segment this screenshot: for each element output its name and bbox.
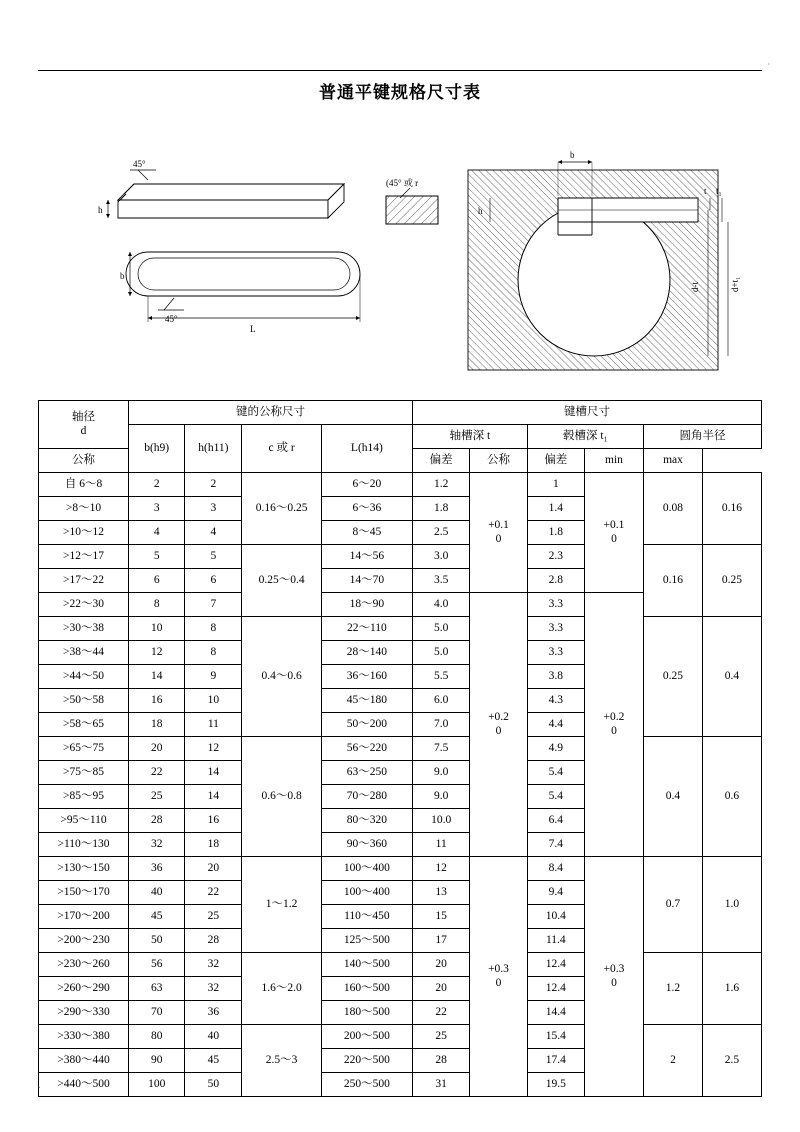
cell-length: 160～500: [321, 977, 412, 1001]
cell-shaft-diameter: >130～150: [39, 857, 129, 881]
cell-b: 18: [129, 713, 185, 737]
cell-t1-nominal: 5.4: [527, 785, 584, 809]
cell-b: 40: [129, 881, 185, 905]
key-section-view: [386, 196, 438, 224]
cell-length: 36～160: [321, 665, 412, 689]
cell-t1-nominal: 17.4: [527, 1049, 584, 1073]
cell-fillet-max: 0.16: [702, 473, 761, 545]
cell-c-or-r: 0.25～0.4: [242, 545, 321, 617]
cell-t-nominal: 5.0: [413, 641, 470, 665]
cell-length: 6～36: [321, 497, 412, 521]
cell-h: 8: [185, 641, 242, 665]
cell-t-nominal: 25: [413, 1025, 470, 1049]
figure-label-h-right: h: [478, 206, 483, 216]
cell-length: 50～200: [321, 713, 412, 737]
corner-mark-bottom-left: .: [38, 1080, 41, 1090]
cell-shaft-diameter: 自 6～8: [39, 473, 129, 497]
cell-fillet-max: 2.5: [702, 1025, 761, 1097]
cell-length: 250～500: [321, 1073, 412, 1097]
cell-shaft-diameter: >330～380: [39, 1025, 129, 1049]
cell-shaft-diameter: >290～330: [39, 1001, 129, 1025]
cell-length: 28～140: [321, 641, 412, 665]
cell-b: 50: [129, 929, 185, 953]
cell-shaft-diameter: >65～75: [39, 737, 129, 761]
header-t1-deviation: 偏差: [527, 449, 584, 473]
cell-h: 16: [185, 809, 242, 833]
cell-t-nominal: 9.0: [413, 785, 470, 809]
cell-b: 4: [129, 521, 185, 545]
cell-shaft-diameter: >260～290: [39, 977, 129, 1001]
header-rule: [38, 70, 762, 71]
key-diagram-svg: [38, 140, 762, 380]
cell-length: 22～110: [321, 617, 412, 641]
cell-t-nominal: 1.8: [413, 497, 470, 521]
header-fillet: 圆角半径: [644, 425, 762, 449]
header-fillet-min: min: [584, 449, 643, 473]
cell-t1-nominal: 4.3: [527, 689, 584, 713]
cell-fillet-max: 0.25: [702, 545, 761, 617]
cell-length: 8～45: [321, 521, 412, 545]
cell-t1-nominal: 2.8: [527, 569, 584, 593]
cell-b: 25: [129, 785, 185, 809]
cell-shaft-diameter: >230～260: [39, 953, 129, 977]
cell-h: 8: [185, 617, 242, 641]
cell-h: 11: [185, 713, 242, 737]
cell-t-nominal: 11: [413, 833, 470, 857]
cell-b: 36: [129, 857, 185, 881]
shaft-hub-section-view: [468, 150, 740, 370]
cell-fillet-min: 2: [644, 1025, 703, 1097]
cell-b: 70: [129, 1001, 185, 1025]
cell-shaft-diameter: >170～200: [39, 905, 129, 929]
cell-t-nominal: 2.5: [413, 521, 470, 545]
cell-t1-nominal: 1.4: [527, 497, 584, 521]
cell-shaft-diameter: >85～95: [39, 785, 129, 809]
cell-shaft-diameter: >75～85: [39, 761, 129, 785]
cell-c-or-r: 1～1.2: [242, 857, 321, 953]
table-header-row-1: [39, 401, 762, 425]
table-row: [39, 737, 762, 761]
cell-length: 200～500: [321, 1025, 412, 1049]
cell-h: 3: [185, 497, 242, 521]
header-L: L(h14): [321, 425, 412, 473]
cell-b: 56: [129, 953, 185, 977]
cell-length: 110～450: [321, 905, 412, 929]
header-key-nominal: 键的公称尺寸: [129, 401, 413, 425]
figure-label-t1: t₁: [716, 186, 722, 196]
table-header: [39, 401, 762, 473]
cell-t1-deviation: +0.2 0: [584, 593, 643, 857]
cell-t1-nominal: 4.9: [527, 737, 584, 761]
cell-t-nominal: 5.5: [413, 665, 470, 689]
cell-h: 12: [185, 737, 242, 761]
table-row: [39, 545, 762, 569]
cell-shaft-diameter: >50～58: [39, 689, 129, 713]
corner-mark-top-right: ·: [767, 60, 770, 69]
cell-h: 9: [185, 665, 242, 689]
cell-shaft-diameter: >440～500: [39, 1073, 129, 1097]
key-isometric-view: [106, 184, 344, 218]
cell-t1-nominal: 10.4: [527, 905, 584, 929]
cell-t1-nominal: 9.4: [527, 881, 584, 905]
cell-length: 180～500: [321, 1001, 412, 1025]
cell-b: 32: [129, 833, 185, 857]
cell-length: 45～180: [321, 689, 412, 713]
cell-fillet-max: 0.6: [702, 737, 761, 857]
cell-shaft-diameter: >200～230: [39, 929, 129, 953]
cell-t1-nominal: 3.3: [527, 593, 584, 617]
cell-shaft-diameter: >38～44: [39, 641, 129, 665]
cell-fillet-min: 1.2: [644, 953, 703, 1025]
cell-t-nominal: 31: [413, 1073, 470, 1097]
cell-t1-nominal: 3.3: [527, 617, 584, 641]
cell-t1-nominal: 15.4: [527, 1025, 584, 1049]
cell-h: 6: [185, 569, 242, 593]
table-row: [39, 857, 762, 881]
cell-h: 36: [185, 1001, 242, 1025]
cell-t-nominal: 20: [413, 953, 470, 977]
cell-t-nominal: 3.5: [413, 569, 470, 593]
cell-fillet-min: 0.25: [644, 617, 703, 737]
cell-t1-nominal: 4.4: [527, 713, 584, 737]
cell-h: 7: [185, 593, 242, 617]
cell-t-nominal: 7.0: [413, 713, 470, 737]
cell-b: 10: [129, 617, 185, 641]
header-t-deviation: 偏差: [413, 449, 470, 473]
cell-h: 4: [185, 521, 242, 545]
cell-t1-nominal: 12.4: [527, 977, 584, 1001]
figure-label-b: b: [120, 271, 125, 281]
cell-b: 6: [129, 569, 185, 593]
cell-b: 28: [129, 809, 185, 833]
table-body: [39, 473, 762, 1097]
cell-t1-nominal: 3.8: [527, 665, 584, 689]
cell-length: 220～500: [321, 1049, 412, 1073]
cell-shaft-diameter: >150～170: [39, 881, 129, 905]
cell-h: 40: [185, 1025, 242, 1049]
cell-b: 45: [129, 905, 185, 929]
key-diagram-figure: [38, 140, 762, 380]
cell-fillet-min: 0.16: [644, 545, 703, 617]
cell-t1-nominal: 11.4: [527, 929, 584, 953]
cell-h: 2: [185, 473, 242, 497]
cell-b: 80: [129, 1025, 185, 1049]
cell-b: 2: [129, 473, 185, 497]
cell-shaft-diameter: >10～12: [39, 521, 129, 545]
key-spec-table: [38, 400, 762, 1097]
cell-b: 22: [129, 761, 185, 785]
cell-t1-nominal: 3.3: [527, 641, 584, 665]
cell-t-deviation: +0.3 0: [470, 857, 527, 1097]
cell-t-nominal: 15: [413, 905, 470, 929]
cell-t1-nominal: 7.4: [527, 833, 584, 857]
figure-label-h: h: [98, 205, 103, 215]
cell-length: 63～250: [321, 761, 412, 785]
cell-t1-nominal: 2.3: [527, 545, 584, 569]
cell-shaft-diameter: >30～38: [39, 617, 129, 641]
figure-label-d-minus-t: d-t: [690, 282, 700, 292]
figure-label-chamfer-top: 45°: [133, 159, 146, 169]
cell-shaft-diameter: >22～30: [39, 593, 129, 617]
cell-length: 80～320: [321, 809, 412, 833]
cell-t1-nominal: 19.5: [527, 1073, 584, 1097]
cell-length: 125～500: [321, 929, 412, 953]
cell-length: 140～500: [321, 953, 412, 977]
cell-b: 16: [129, 689, 185, 713]
cell-length: 6～20: [321, 473, 412, 497]
cell-t1-nominal: 8.4: [527, 857, 584, 881]
cell-t-nominal: 10.0: [413, 809, 470, 833]
cell-b: 5: [129, 545, 185, 569]
figure-label-L: L: [250, 324, 256, 334]
cell-c-or-r: 1.6～2.0: [242, 953, 321, 1025]
cell-fillet-min: 0.4: [644, 737, 703, 857]
cell-shaft-diameter: >95～110: [39, 809, 129, 833]
table-row: [39, 617, 762, 641]
cell-b: 63: [129, 977, 185, 1001]
cell-t-nominal: 17: [413, 929, 470, 953]
chamfer-leader-top: [130, 170, 156, 180]
page-title: 普通平键规格尺寸表: [319, 83, 481, 102]
table-row: [39, 473, 762, 497]
cell-h: 32: [185, 953, 242, 977]
figure-label-chamfer-plan: 45°: [165, 314, 178, 324]
cell-length: 18～90: [321, 593, 412, 617]
header-t1-nominal: 公称: [470, 449, 527, 473]
table-header-row-2: [39, 425, 762, 449]
cell-shaft-diameter: >12～17: [39, 545, 129, 569]
cell-t-nominal: 9.0: [413, 761, 470, 785]
cell-t-nominal: 13: [413, 881, 470, 905]
key-plan-view: [126, 252, 360, 322]
cell-b: 100: [129, 1073, 185, 1097]
cell-c-or-r: 0.6～0.8: [242, 737, 321, 857]
cell-t-nominal: 3.0: [413, 545, 470, 569]
cell-h: 25: [185, 905, 242, 929]
cell-t-nominal: 1.2: [413, 473, 470, 497]
cell-fillet-max: 1.6: [702, 953, 761, 1025]
cell-h: 14: [185, 785, 242, 809]
header-b: b(h9): [129, 425, 185, 473]
cell-fillet-max: 0.4: [702, 617, 761, 737]
cell-length: 56～220: [321, 737, 412, 761]
cell-b: 12: [129, 641, 185, 665]
cell-t1-nominal: 1: [527, 473, 584, 497]
cell-b: 20: [129, 737, 185, 761]
cell-length: 90～360: [321, 833, 412, 857]
cell-shaft-diameter: >8～10: [39, 497, 129, 521]
cell-t1-nominal: 6.4: [527, 809, 584, 833]
cell-t-deviation: +0.1 0: [470, 473, 527, 593]
cell-c-or-r: 0.16～0.25: [242, 473, 321, 545]
cell-shaft-diameter: >17～22: [39, 569, 129, 593]
cell-shaft-diameter: >44～50: [39, 665, 129, 689]
cell-c-or-r: 2.5～3: [242, 1025, 321, 1097]
cell-h: 18: [185, 833, 242, 857]
cell-length: 14～70: [321, 569, 412, 593]
header-fillet-max: max: [644, 449, 703, 473]
cell-length: 14～56: [321, 545, 412, 569]
cell-t-nominal: 28: [413, 1049, 470, 1073]
cell-fillet-min: 0.7: [644, 857, 703, 953]
figure-label-t: t: [704, 186, 707, 196]
cell-b: 3: [129, 497, 185, 521]
header-h: h(h11): [185, 425, 242, 473]
cell-h: 10: [185, 689, 242, 713]
cell-t1-nominal: 14.4: [527, 1001, 584, 1025]
cell-t1-deviation: +0.1 0: [584, 473, 643, 593]
cell-length: 100～400: [321, 881, 412, 905]
cell-b: 14: [129, 665, 185, 689]
cell-h: 32: [185, 977, 242, 1001]
cell-h: 28: [185, 929, 242, 953]
cell-shaft-diameter: >58～65: [39, 713, 129, 737]
cell-b: 90: [129, 1049, 185, 1073]
header-keyway: 键槽尺寸: [413, 401, 762, 425]
cell-fillet-min: 0.08: [644, 473, 703, 545]
cell-b: 8: [129, 593, 185, 617]
header-c-or-r: c 或 r: [242, 425, 321, 473]
cell-c-or-r: 0.4～0.6: [242, 617, 321, 737]
cell-t1-nominal: 5.4: [527, 761, 584, 785]
cell-t-nominal: 20: [413, 977, 470, 1001]
cell-t1-deviation: +0.3 0: [584, 857, 643, 1097]
cell-h: 50: [185, 1073, 242, 1097]
spec-table-wrapper: [38, 400, 762, 1097]
table-row: [39, 953, 762, 977]
cell-t-nominal: 6.0: [413, 689, 470, 713]
header-t-nominal: 公称: [39, 449, 129, 473]
cell-length: 100～400: [321, 857, 412, 881]
cell-t-nominal: 7.5: [413, 737, 470, 761]
cell-t1-nominal: 1.8: [527, 521, 584, 545]
header-shaft-dia: 轴径 d: [39, 401, 129, 449]
header-t: 轴槽深 t: [413, 425, 528, 449]
figure-label-chamfer-note: (45° 或 r: [386, 178, 419, 188]
cell-h: 5: [185, 545, 242, 569]
chamfer-leader-plan: [158, 298, 184, 310]
cell-fillet-max: 1.0: [702, 857, 761, 953]
header-t1: 毂槽深 t₁: [527, 425, 643, 449]
figure-label-d-plus-t1: d+t₁: [730, 276, 740, 292]
cell-t-nominal: 4.0: [413, 593, 470, 617]
cell-h: 22: [185, 881, 242, 905]
cell-h: 45: [185, 1049, 242, 1073]
cell-h: 14: [185, 761, 242, 785]
cell-t-deviation: +0.2 0: [470, 593, 527, 857]
table-row: [39, 1025, 762, 1049]
cell-t-nominal: 22: [413, 1001, 470, 1025]
cell-shaft-diameter: >380～440: [39, 1049, 129, 1073]
cell-t-nominal: 5.0: [413, 617, 470, 641]
cell-length: 70～280: [321, 785, 412, 809]
cell-t1-nominal: 12.4: [527, 953, 584, 977]
cell-t-nominal: 12: [413, 857, 470, 881]
cell-h: 20: [185, 857, 242, 881]
figure-label-b-right: b: [570, 150, 575, 160]
cell-shaft-diameter: >110～130: [39, 833, 129, 857]
